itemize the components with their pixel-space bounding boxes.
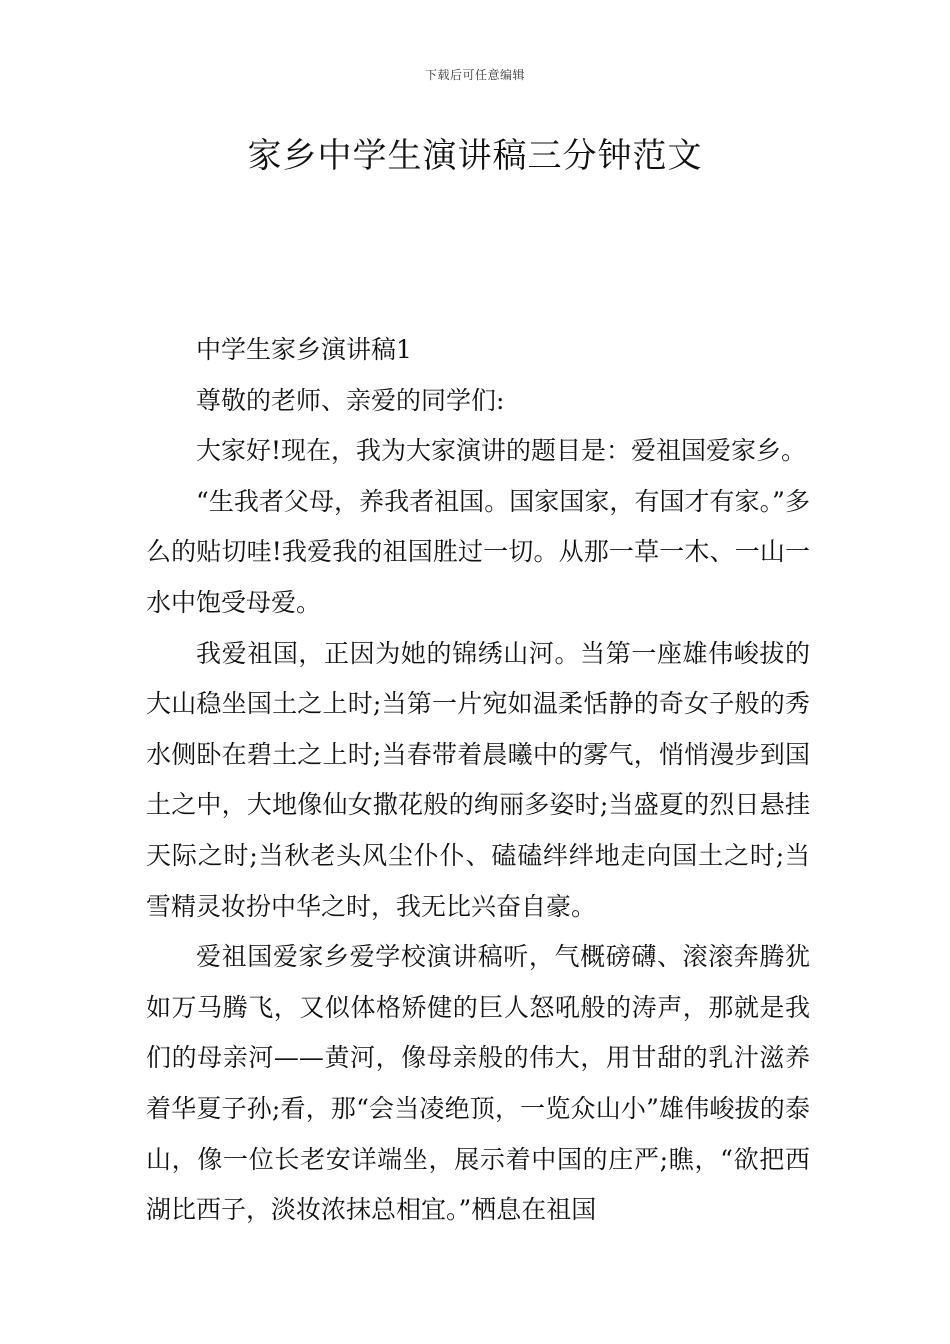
paragraph-scenery: 我爱祖国，正因为她的锦绣山河。当第一座雄伟峻拔的大山稳坐国土之上时;当第一片宛如温柔恬静的奇女子般的秀水侧卧在碧土之上时;当春带着晨曦中的雾气，悄悄漫步到国土之中，大地像仙女撒花般的绚丽多姿时;当盛夏的烈日悬挂天际之时;当秋老头风尘仆仆、磕磕绊绊地走向国土之时;当雪精灵妆扮中华之时，我无比兴奋自豪。 xyxy=(146,638,810,921)
document-body xyxy=(146,325,810,1236)
header-note: 下载后可任意编辑 xyxy=(424,68,525,82)
paragraph-speech-heading: 中学生家乡演讲稿1 xyxy=(196,335,412,364)
paragraph-quote: “生我者父母，养我者祖国。国家国家，有国才有家。”多么的贴切哇!我爱我的祖国胜过一切。从那一草一木、一山一水中饱受母爱。 xyxy=(146,486,810,617)
paragraph-salutation: 尊敬的老师、亲爱的同学们: xyxy=(196,385,505,415)
paragraph-greeting: 大家好!现在，我为大家演讲的题目是：爱祖国爱家乡。 xyxy=(196,436,807,466)
paragraph-rivers-mountains: 爱祖国爱家乡爱学校演讲稿听，气概磅礴、滚滚奔腾犹如万马腾飞，又似体格矫健的巨人怒吼般的涛声，那就是我们的母亲河——黄河，像母亲般的伟大，用甘甜的乳汁滋养着华夏子孙;看，那“会当凌绝顶，一览众山小”雄伟峻拔的泰山，像一位长老安详端坐，展示着中国的庄严;瞧，“欲把西湖比西子，淡妆浓抹总相宜。”栖息在祖国 xyxy=(146,942,810,1225)
document-title: 家乡中学生演讲稿三分钟范文 xyxy=(247,136,703,176)
